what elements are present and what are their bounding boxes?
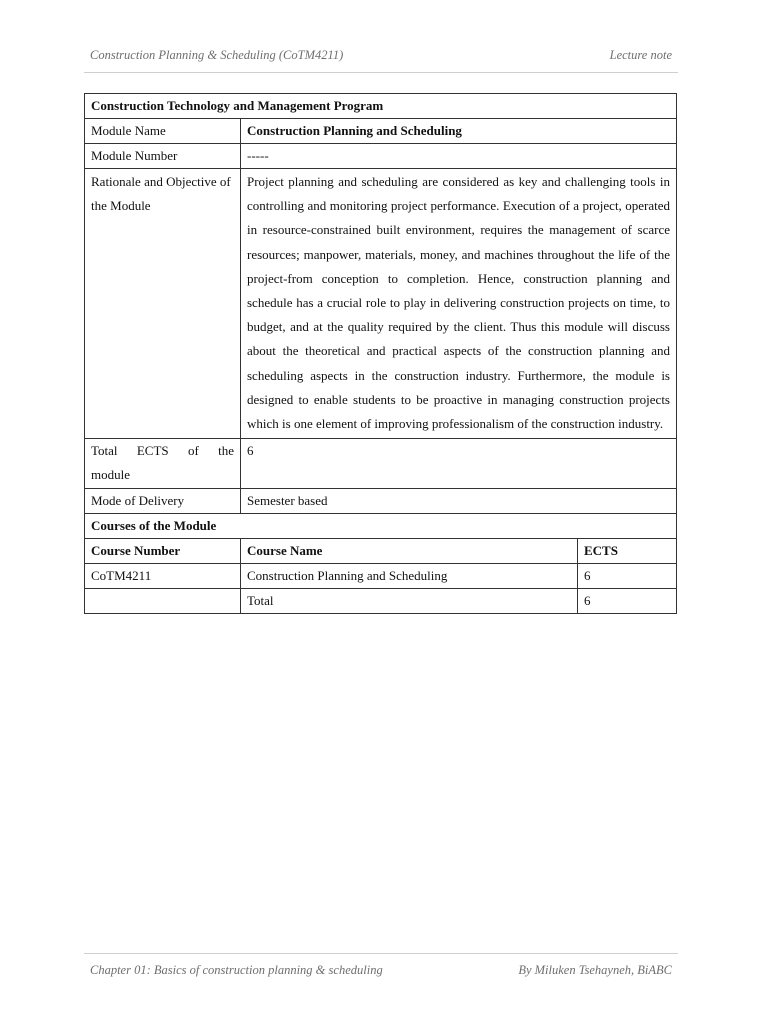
course-name-cell: Construction Planning and Scheduling (241, 564, 578, 589)
module-name-label: Module Name (85, 119, 241, 144)
header-title: Construction Planning & Scheduling (CoTM4211) (90, 48, 344, 62)
delivery-value: Semester based (241, 489, 677, 514)
total-ects-word-2: ECTS (136, 443, 169, 459)
course-ects-header: ECTS (578, 539, 677, 564)
module-name-value: Construction Planning and Scheduling (241, 119, 677, 144)
rationale-label: Rationale and Objective of the Module (85, 169, 241, 439)
module-number-value: ----- (241, 144, 677, 169)
module-number-label: Module Number (85, 144, 241, 169)
total-ects-value: 6 (241, 439, 677, 489)
total-ects-label-line2: module (91, 467, 130, 483)
course-header-row (85, 539, 677, 564)
delivery-row (85, 489, 677, 514)
page-header (90, 48, 672, 63)
total-label: Total (241, 589, 578, 614)
courses-title: Courses of the Module (85, 514, 677, 539)
total-ects-word-4: the (218, 443, 234, 459)
program-title: Construction Technology and Management Program (85, 94, 677, 119)
delivery-label: Mode of Delivery (85, 489, 241, 514)
total-ects-label-line1 (91, 439, 234, 463)
total-row (85, 589, 677, 614)
table-row (85, 564, 677, 589)
total-value: 6 (578, 589, 677, 614)
total-ects-row (85, 439, 677, 489)
rationale-text: Project planning and scheduling are considered as key and challenging tools in controlling and monitoring project performance. Execution of a project, operated in resource-constrained built environment, requires the management of scarce resources; manpower, materials, money, and machines throughout the life of the project-from conception to completion. Hence, construction planning and schedule has a crucial role to play in delivering construction projects on time, to budget, and at the quality required by the client. Thus this module will discuss about the theoretical and practical aspects of the construction planning and scheduling aspects in the construction industry. Furthermore, the module is designed to enable students to be proactive in managing construction projects which is one element of improving professionalism of the construction industry. (241, 169, 677, 439)
page-footer (90, 963, 672, 978)
course-ects-cell: 6 (578, 564, 677, 589)
total-ects-label (85, 439, 241, 489)
course-number-cell: CoTM4211 (85, 564, 241, 589)
program-row (85, 94, 677, 119)
module-number-row (85, 144, 677, 169)
header-rule (84, 72, 678, 73)
course-name-header: Course Name (241, 539, 578, 564)
total-ects-word-1: Total (91, 443, 118, 459)
total-row-empty-cell (85, 589, 241, 614)
module-table (84, 93, 677, 614)
courses-title-row (85, 514, 677, 539)
footer-rule (84, 953, 678, 954)
total-ects-word-3: of (187, 443, 199, 459)
rationale-row (85, 169, 677, 439)
footer-chapter: Chapter 01: Basics of construction planning & scheduling (90, 963, 383, 977)
course-number-header: Course Number (85, 539, 241, 564)
footer-author: By Miluken Tsehayneh, BiABC (518, 963, 672, 977)
header-doc-type: Lecture note (609, 48, 672, 62)
module-name-row (85, 119, 677, 144)
